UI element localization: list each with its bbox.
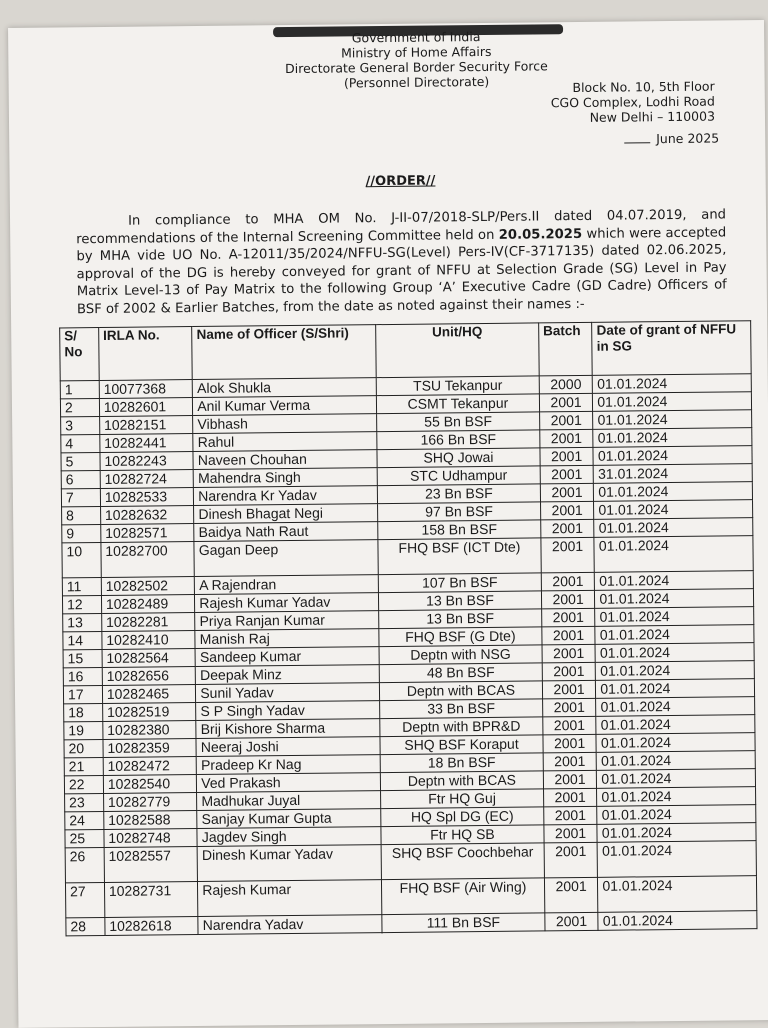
cell-name: Rajesh Kumar bbox=[198, 880, 382, 917]
cell-irla: 10282700 bbox=[101, 542, 195, 578]
col-header-batch: Batch bbox=[538, 322, 592, 376]
cell-batch: 2001 bbox=[541, 519, 595, 538]
cell-irla: 10282243 bbox=[100, 452, 194, 471]
cell-unit: Ftr HQ SB bbox=[381, 825, 544, 845]
cell-name: Brij Kishore Sharma bbox=[196, 719, 380, 739]
col-header-sno: S/ No bbox=[60, 328, 99, 381]
cell-irla: 10282472 bbox=[103, 757, 197, 776]
col-header-irla: IRLA No. bbox=[99, 327, 193, 381]
cell-unit: HQ Spl DG (EC) bbox=[381, 807, 544, 827]
cell-sno: 1 bbox=[60, 381, 99, 399]
cell-sno: 20 bbox=[64, 740, 103, 758]
cell-date: 01.01.2024 bbox=[593, 374, 752, 394]
cell-unit: Deptn with BPR&D bbox=[380, 717, 543, 737]
cell-date: 01.01.2024 bbox=[594, 482, 753, 502]
letterhead-line-3: Directorate General Border Security Force bbox=[285, 58, 548, 77]
cell-unit: 23 Bn BSF bbox=[377, 484, 540, 504]
cell-date: 01.01.2024 bbox=[595, 589, 754, 609]
cell-unit: 111 Bn BSF bbox=[382, 913, 545, 933]
cell-sno: 4 bbox=[61, 435, 100, 453]
cell-irla: 10282731 bbox=[104, 882, 198, 918]
cell-name: Manish Raj bbox=[195, 629, 379, 649]
cell-irla: 10282557 bbox=[104, 847, 198, 883]
order-body bbox=[76, 206, 727, 318]
cell-irla: 10282601 bbox=[99, 398, 193, 417]
cell-irla: 10282519 bbox=[102, 703, 196, 722]
cell-batch: 2001 bbox=[543, 734, 597, 753]
cell-date: 01.01.2024 bbox=[595, 607, 754, 627]
cell-name: Anil Kumar Verma bbox=[193, 396, 377, 416]
cell-date: 01.01.2024 bbox=[598, 876, 757, 913]
cell-unit: SHQ Jowai bbox=[377, 448, 540, 468]
cell-irla: 10282656 bbox=[102, 667, 196, 686]
cell-unit: Deptn with BCAS bbox=[380, 771, 543, 791]
cell-sno: 15 bbox=[63, 650, 102, 668]
col-header-unit: Unit/HQ bbox=[376, 323, 539, 378]
cell-irla: 10282359 bbox=[103, 739, 197, 758]
cell-batch: 2001 bbox=[540, 447, 594, 466]
address-line-1: Block No. 10, 5th Floor bbox=[572, 78, 715, 96]
cell-unit: Ftr HQ Guj bbox=[381, 789, 544, 809]
officers-table bbox=[59, 320, 757, 936]
cell-irla: 10282564 bbox=[102, 649, 196, 668]
cell-unit: 33 Bn BSF bbox=[380, 699, 543, 719]
cell-irla: 10282489 bbox=[101, 595, 195, 614]
cell-unit: FHQ BSF (Air Wing) bbox=[382, 878, 545, 915]
cell-date: 01.01.2024 bbox=[597, 841, 756, 878]
cell-unit: 158 Bn BSF bbox=[378, 520, 541, 540]
cell-sno: 26 bbox=[65, 847, 104, 882]
cell-unit: 107 Bn BSF bbox=[378, 573, 541, 593]
cell-irla: 10282465 bbox=[102, 685, 196, 704]
cell-date: 01.01.2024 bbox=[593, 392, 752, 412]
date-blank bbox=[624, 142, 650, 143]
cell-date: 01.01.2024 bbox=[596, 733, 755, 753]
office-address bbox=[551, 79, 716, 126]
cell-unit: SHQ BSF Coochbehar bbox=[381, 843, 544, 880]
cell-date: 01.01.2024 bbox=[594, 536, 753, 573]
cell-date: 01.01.2024 bbox=[597, 805, 756, 825]
cell-date: 01.01.2024 bbox=[596, 661, 755, 681]
cell-irla: 10282571 bbox=[101, 524, 195, 543]
cell-sno: 7 bbox=[61, 489, 100, 507]
cell-unit: 13 Bn BSF bbox=[379, 591, 542, 611]
order-date-text: June 2025 bbox=[656, 130, 720, 147]
cell-date: 01.01.2024 bbox=[593, 428, 752, 448]
cell-date: 01.01.2024 bbox=[594, 518, 753, 538]
cell-batch: 2001 bbox=[541, 590, 595, 609]
cell-sno: 12 bbox=[62, 596, 101, 614]
cell-irla: 10282748 bbox=[104, 829, 198, 848]
cell-name: Ved Prakash bbox=[197, 773, 381, 793]
col-header-name: Name of Officer (S/Shri) bbox=[192, 325, 376, 380]
cell-sno: 10 bbox=[62, 543, 101, 578]
cell-unit: STC Udhampur bbox=[377, 466, 540, 486]
cell-name: Vibhash bbox=[193, 414, 377, 434]
cell-batch: 2001 bbox=[541, 572, 595, 591]
cell-date: 01.01.2024 bbox=[594, 500, 753, 520]
cell-name: Sandeep Kumar bbox=[195, 647, 379, 667]
cell-irla: 10282540 bbox=[103, 775, 197, 794]
cell-unit: 166 Bn BSF bbox=[377, 430, 540, 450]
cell-batch: 2001 bbox=[540, 465, 594, 484]
cell-name: Rahul bbox=[193, 432, 377, 452]
cell-sno: 11 bbox=[62, 578, 101, 596]
cell-date: 01.01.2024 bbox=[597, 787, 756, 807]
cell-name: Priya Ranjan Kumar bbox=[195, 611, 379, 631]
cell-irla: 10282502 bbox=[101, 577, 195, 596]
letterhead-line-2: Ministry of Home Affairs bbox=[341, 43, 492, 61]
cell-sno: 28 bbox=[66, 917, 105, 935]
cell-sno: 13 bbox=[63, 614, 102, 632]
cell-sno: 16 bbox=[63, 668, 102, 686]
cell-batch: 2001 bbox=[542, 644, 596, 663]
cell-date: 31.01.2024 bbox=[594, 464, 753, 484]
cell-batch: 2001 bbox=[542, 680, 596, 699]
letterhead-line-1: Government of India bbox=[351, 29, 481, 46]
cell-name: Madhukar Juyal bbox=[197, 791, 381, 811]
cell-irla: 10282724 bbox=[100, 470, 194, 489]
cell-date: 01.01.2024 bbox=[597, 751, 756, 771]
cell-unit: 48 Bn BSF bbox=[379, 663, 542, 683]
cell-name: Gagan Deep bbox=[194, 540, 378, 577]
letterhead-line-4: (Personnel Directorate) bbox=[343, 73, 490, 91]
cell-irla: 10282632 bbox=[100, 506, 194, 525]
cell-batch: 2001 bbox=[545, 912, 599, 931]
cell-name: Sunil Yadav bbox=[196, 683, 380, 703]
cell-batch: 2001 bbox=[542, 698, 596, 717]
cell-sno: 8 bbox=[62, 507, 101, 525]
cell-batch: 2001 bbox=[544, 842, 598, 878]
cell-name: Rajesh Kumar Yadav bbox=[195, 593, 379, 613]
cell-date: 01.01.2024 bbox=[596, 679, 755, 699]
cell-irla: 10282618 bbox=[105, 917, 199, 936]
order-body-text bbox=[76, 206, 727, 318]
address-line-2: CGO Complex, Lodhi Road bbox=[550, 93, 715, 111]
cell-batch: 2001 bbox=[542, 626, 596, 645]
order-body-part-2: which were accepted by MHA vide UO No. A-12011/35/2024/NFFU-SG(Level) Pers-IV(CF-3717135) dated 02.06.2025, approval of the DG is hereby conveyed for grant of NFFU at Selection Grade (SG) Level in Pay Matrix Level-13 of Pay Matrix to the following Group ‘A’ Executive Cadre (GD Cadre) Officers of BSF of 2002 & Earlier Batches, from the date as noted against their names :- bbox=[76, 224, 727, 317]
cell-date: 01.01.2024 bbox=[597, 769, 756, 789]
cell-irla: 10282410 bbox=[102, 631, 196, 650]
cell-unit: FHQ BSF (G Dte) bbox=[379, 627, 542, 647]
cell-unit: 97 Bn BSF bbox=[378, 502, 541, 522]
cell-sno: 17 bbox=[63, 686, 102, 704]
cell-irla: 10077368 bbox=[99, 380, 193, 399]
cell-sno: 5 bbox=[61, 453, 100, 471]
cell-batch: 2001 bbox=[543, 752, 597, 771]
cell-sno: 9 bbox=[62, 525, 101, 543]
cell-unit: Deptn with NSG bbox=[379, 645, 542, 665]
cell-unit: FHQ BSF (ICT Dte) bbox=[378, 538, 541, 575]
order-title: //ORDER// bbox=[365, 173, 436, 190]
cell-unit: 18 Bn BSF bbox=[380, 753, 543, 773]
cell-unit: Deptn with BCAS bbox=[379, 681, 542, 701]
table-header-row bbox=[60, 321, 752, 381]
cell-sno: 6 bbox=[61, 471, 100, 489]
cell-unit: SHQ BSF Koraput bbox=[380, 735, 543, 755]
cell-date: 01.01.2024 bbox=[596, 715, 755, 735]
cell-date: 01.01.2024 bbox=[597, 823, 756, 843]
cell-date: 01.01.2024 bbox=[595, 571, 754, 591]
cell-name: Sanjay Kumar Gupta bbox=[197, 809, 381, 829]
col-header-date: Date of grant of NFFU in SG bbox=[592, 321, 751, 376]
cell-name: Narendra Yadav bbox=[198, 915, 382, 935]
cell-sno: 21 bbox=[64, 758, 103, 776]
cell-batch: 2001 bbox=[544, 824, 598, 843]
cell-irla: 10282151 bbox=[99, 416, 193, 435]
cell-batch: 2001 bbox=[539, 411, 593, 430]
cell-irla: 10282281 bbox=[102, 613, 196, 632]
cell-sno: 25 bbox=[65, 829, 104, 847]
cell-unit: 55 Bn BSF bbox=[377, 412, 540, 432]
cell-batch: 2001 bbox=[543, 788, 597, 807]
cell-name: Deepak Minz bbox=[196, 665, 380, 685]
committee-date: 20.05.2025 bbox=[498, 226, 583, 243]
cell-date: 01.01.2024 bbox=[595, 643, 754, 663]
cell-date: 01.01.2024 bbox=[593, 410, 752, 430]
cell-date: 01.01.2024 bbox=[593, 446, 752, 466]
cell-batch: 2000 bbox=[539, 375, 593, 394]
cell-batch: 2001 bbox=[539, 393, 593, 412]
cell-name: Jagdev Singh bbox=[197, 827, 381, 847]
cell-irla: 10282441 bbox=[100, 434, 194, 453]
address-line-3: New Delhi – 110003 bbox=[589, 108, 716, 125]
cell-batch: 2001 bbox=[544, 877, 598, 913]
cell-name: Mahendra Singh bbox=[193, 468, 377, 488]
cell-unit: CSMT Tekanpur bbox=[376, 394, 539, 414]
cell-name: S P Singh Yadav bbox=[196, 701, 380, 721]
cell-name: Dinesh Kumar Yadav bbox=[197, 845, 381, 882]
cell-unit: TSU Tekanpur bbox=[376, 376, 539, 396]
cell-batch: 2001 bbox=[541, 608, 595, 627]
cell-name: Alok Shukla bbox=[193, 378, 377, 398]
cell-irla: 10282588 bbox=[104, 811, 198, 830]
cell-sno: 23 bbox=[65, 794, 104, 812]
order-document bbox=[8, 20, 768, 1028]
cell-sno: 14 bbox=[63, 632, 102, 650]
order-date bbox=[624, 131, 719, 147]
cell-sno: 3 bbox=[61, 417, 100, 435]
cell-batch: 2001 bbox=[540, 429, 594, 448]
cell-batch: 2001 bbox=[541, 537, 595, 573]
cell-name: Baidya Nath Raut bbox=[194, 522, 378, 542]
cell-sno: 27 bbox=[65, 882, 104, 917]
cell-batch: 2001 bbox=[543, 716, 597, 735]
cell-irla: 10282380 bbox=[103, 721, 197, 740]
cell-irla: 10282779 bbox=[103, 793, 197, 812]
cell-irla: 10282533 bbox=[100, 488, 194, 507]
cell-name: Neeraj Joshi bbox=[196, 737, 380, 757]
cell-name: Pradeep Kr Nag bbox=[196, 755, 380, 775]
cell-sno: 2 bbox=[60, 399, 99, 417]
order-body-part-1: In compliance to MHA OM No. J-II-07/2018-SLP/Pers.II dated 04.07.2019, and recommendations of the Internal Screening Committee held on bbox=[76, 207, 727, 247]
cell-unit: 13 Bn BSF bbox=[379, 609, 542, 629]
cell-sno: 22 bbox=[64, 776, 103, 794]
cell-batch: 2001 bbox=[540, 501, 594, 520]
table-body bbox=[60, 374, 757, 936]
cell-batch: 2001 bbox=[544, 806, 598, 825]
cell-sno: 18 bbox=[64, 704, 103, 722]
cell-name: Dinesh Bhagat Negi bbox=[194, 504, 378, 524]
cell-date: 01.01.2024 bbox=[598, 911, 757, 931]
cell-date: 01.01.2024 bbox=[595, 625, 754, 645]
cell-sno: 19 bbox=[64, 722, 103, 740]
cell-name: A Rajendran bbox=[195, 575, 379, 595]
cell-batch: 2001 bbox=[543, 770, 597, 789]
cell-name: Naveen Chouhan bbox=[193, 450, 377, 470]
cell-batch: 2001 bbox=[542, 662, 596, 681]
cell-name: Narendra Kr Yadav bbox=[194, 486, 378, 506]
cell-sno: 24 bbox=[65, 812, 104, 830]
cell-batch: 2001 bbox=[540, 483, 594, 502]
cell-date: 01.01.2024 bbox=[596, 697, 755, 717]
